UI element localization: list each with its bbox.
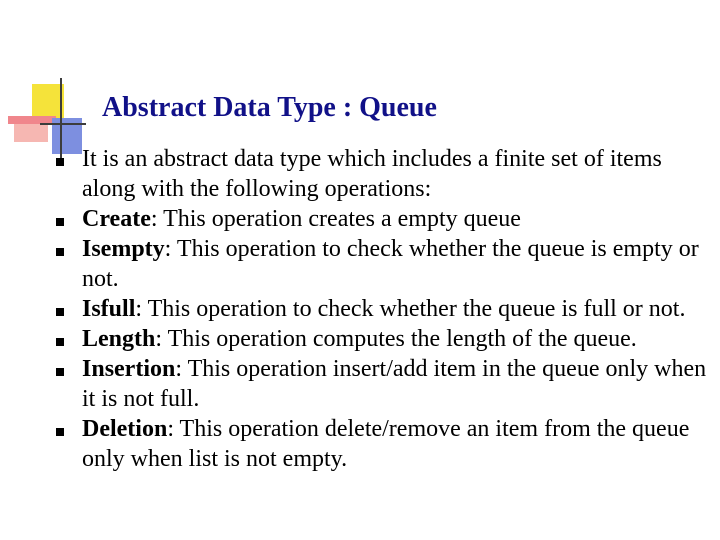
bullet-marker-icon [56, 428, 64, 436]
deco-horizontal-line [40, 123, 86, 125]
bullet-item-deletion [0, 414, 720, 474]
bullet-term: Isempty [82, 236, 165, 262]
bullet-list [0, 144, 720, 474]
bullet-text: : This operation insert/add item in the queue only when it is not full. [82, 356, 707, 412]
bullet-term: Deletion [82, 416, 168, 442]
bullet-term: Length [82, 326, 156, 352]
bullet-text: : This operation to check whether the queue is empty or not. [82, 236, 699, 292]
bullet-marker-icon [56, 308, 64, 316]
bullet-text: : This operation delete/remove an item from the queue only when list is not empty. [82, 416, 690, 472]
bullet-item-length [0, 324, 720, 354]
bullet-term: Insertion [82, 356, 176, 382]
bullet-term: Create [82, 206, 151, 232]
bullet-marker-icon [56, 218, 64, 226]
bullet-marker-icon [56, 338, 64, 346]
bullet-item-isempty [0, 234, 720, 294]
bullet-text: : This operation to check whether the queue is full or not. [135, 296, 686, 322]
bullet-term: Isfull [82, 296, 136, 322]
deco-pink-square [14, 124, 48, 142]
bullet-text: It is an abstract data type which includes a finite set of items along with the following operations: [82, 146, 662, 202]
bullet-item-create [0, 204, 720, 234]
bullet-marker-icon [56, 248, 64, 256]
bullet-item-isfull [0, 294, 720, 324]
bullet-marker-icon [56, 158, 64, 166]
bullet-marker-icon [56, 368, 64, 376]
bullet-text: : This operation computes the length of the queue. [155, 326, 637, 352]
bullet-item-intro [0, 144, 720, 204]
slide-title: Abstract Data Type : Queue [102, 92, 437, 123]
bullet-item-insertion [0, 354, 720, 414]
bullet-text: : This operation creates a empty queue [150, 206, 521, 232]
